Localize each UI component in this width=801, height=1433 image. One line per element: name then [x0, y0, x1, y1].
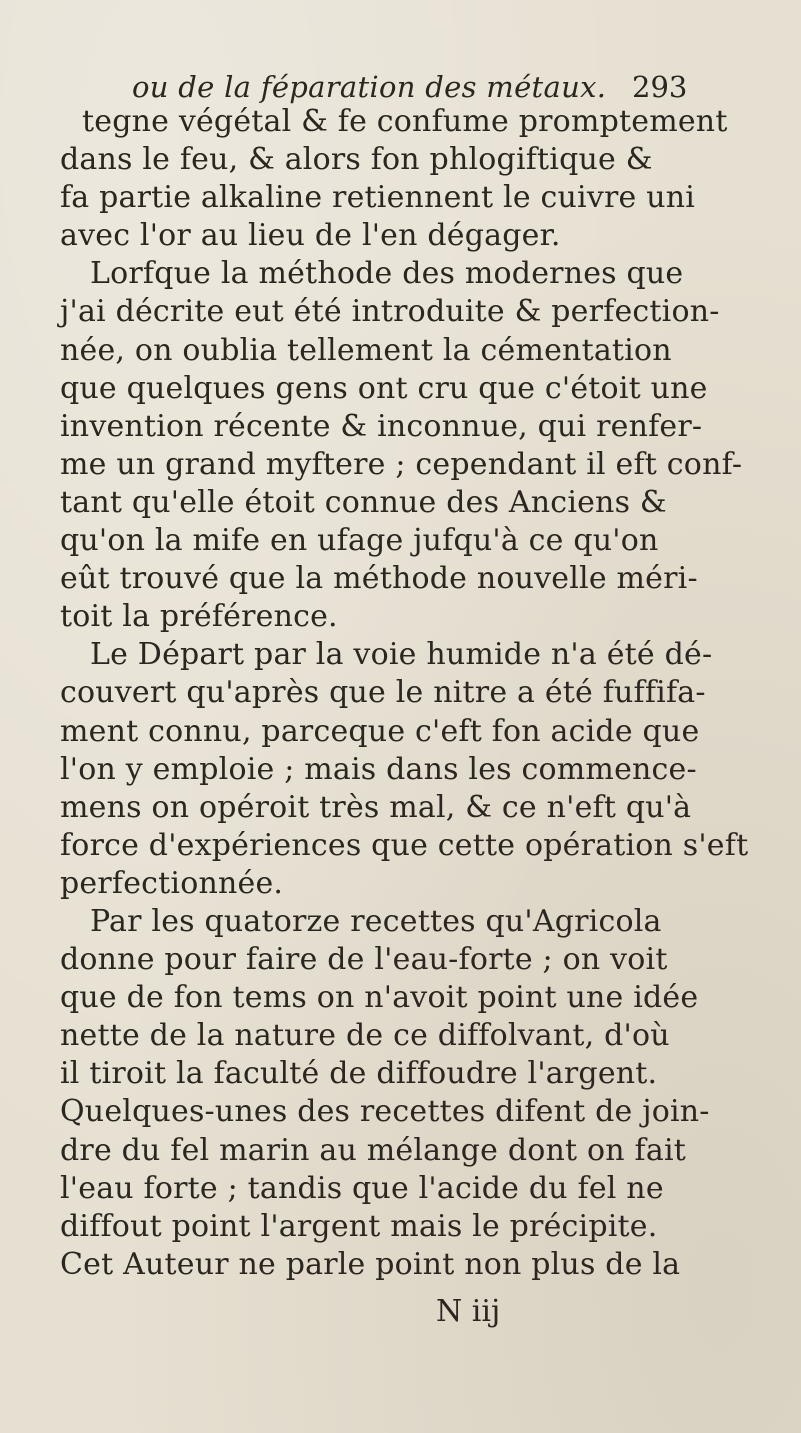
text-line: fa partie alkaline retiennent le cuivre uni [60, 180, 696, 216]
running-title: ou de la féparation des métaux. [132, 70, 607, 104]
text-line: eût trouvé que la méthode nouvelle méri- [60, 561, 698, 597]
text-line: nette de la nature de ce diffolvant, d'où [60, 1018, 670, 1054]
text-line: dans le feu, & alors fon phlogiftique & [60, 142, 653, 178]
body-text [60, 103, 760, 1284]
text-line: j'ai décrite eut été introduite & perfection- [60, 294, 720, 330]
text-line: avec l'or au lieu de l'en dégager. [60, 218, 561, 254]
text-line: dre du fel marin au mélange dont on fait [60, 1132, 686, 1168]
text-line: que quelques gens ont cru que c'étoit une [60, 370, 708, 406]
page-number: 293 [632, 70, 688, 104]
text-line: perfectionnée. [60, 865, 284, 901]
text-line: donne pour faire de l'eau-forte ; on voit [60, 942, 668, 978]
text-line: me un grand myftere ; cependant il eft conf- [60, 446, 743, 482]
text-line: Par les quatorze recettes qu'Agricola [90, 903, 662, 939]
text-line: Lorfque la méthode des modernes que [90, 256, 684, 292]
text-line: tant qu'elle étoit connue des Anciens & [60, 484, 667, 520]
text-line: qu'on la mife en ufage jufqu'à ce qu'on [60, 523, 659, 559]
text-line: que de fon tems on n'avoit point une idée [60, 980, 699, 1016]
text-line: l'eau forte ; tandis que l'acide du fel ne [60, 1170, 664, 1206]
text-line: Cet Auteur ne parle point non plus de la [60, 1246, 681, 1282]
text-line: l'on y emploie ; mais dans les commence- [60, 751, 697, 787]
text-line: Quelques-unes des recettes difent de join- [60, 1094, 710, 1130]
text-line: invention récente & inconnue, qui renfer- [60, 408, 703, 444]
text-line: tegne végétal & fe confume promptement [82, 104, 728, 139]
text-line: couvert qu'après que le nitre a été fuffifa- [60, 675, 706, 711]
text-line: Le Départ par la voie humide n'a été dé- [90, 637, 713, 673]
text-line: née, on oublia tellement la cémentation [60, 332, 672, 368]
signature-mark: N iij [436, 1294, 501, 1329]
text-line: il tiroit la faculté de diffoudre l'argent. [60, 1056, 658, 1092]
text-line: toit la préférence. [60, 599, 338, 635]
text-line: diffout point l'argent mais le précipite. [60, 1208, 658, 1244]
text-line: force d'expériences que cette opération s'eft [60, 827, 749, 863]
text-line: mens on opéroit très mal, & ce n'eft qu'à [60, 789, 692, 825]
text-line: ment connu, parceque c'eft fon acide que [60, 713, 700, 749]
